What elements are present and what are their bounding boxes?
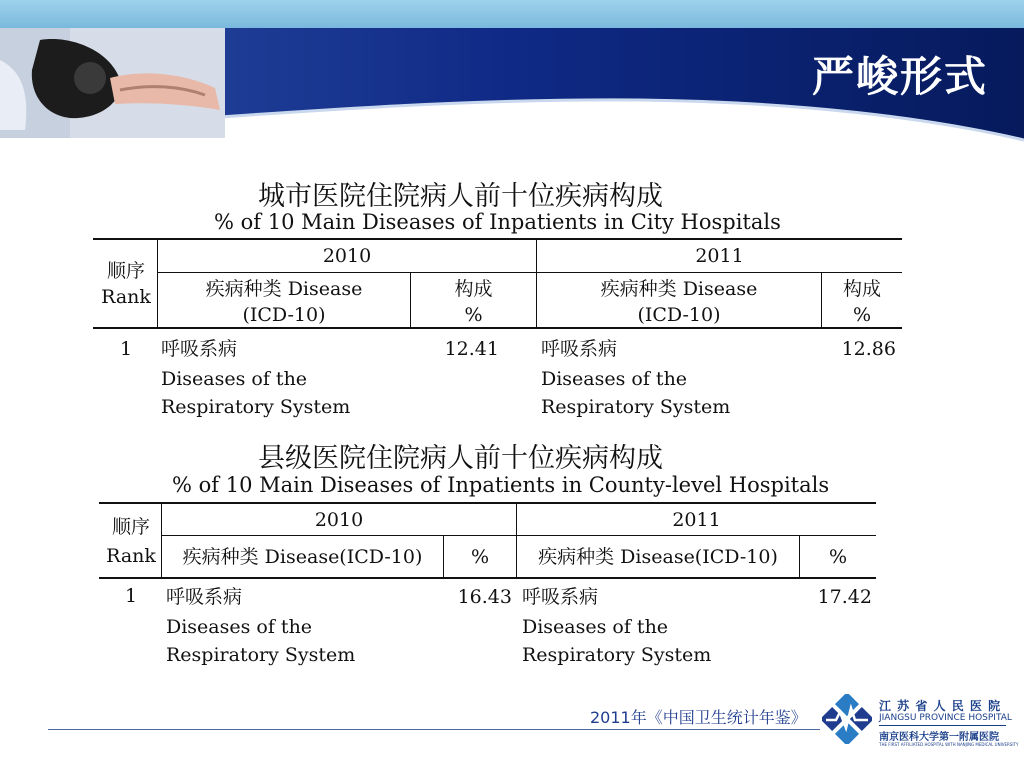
percent-column-header-unit: % bbox=[852, 304, 872, 326]
percent-column-header: % bbox=[828, 546, 848, 568]
rank-header-en: Rank bbox=[106, 545, 156, 567]
disease-name-en: Respiratory System bbox=[166, 644, 356, 666]
logo-divider bbox=[879, 725, 1006, 726]
university-name-en: THE FIRST AFFILIATED HOSPITAL WITH NANJING MEDICAL UNIVERSITY bbox=[879, 742, 1019, 747]
doctor-photo bbox=[0, 28, 225, 138]
table-rule bbox=[93, 327, 902, 329]
percent-column-header: 构成 bbox=[842, 278, 881, 300]
disease-name-en: Diseases of the bbox=[161, 368, 308, 390]
table-rule bbox=[93, 238, 902, 240]
city-table-subtitle: % of 10 Main Diseases of Inpatients in City Hospitals bbox=[214, 210, 781, 234]
disease-name-en: Respiratory System bbox=[161, 396, 351, 418]
university-name-zh: 南京医科大学第一附属医院 bbox=[879, 732, 999, 743]
rank-header-en: Rank bbox=[101, 286, 151, 308]
slide-header bbox=[0, 0, 1024, 145]
table-rule bbox=[99, 577, 876, 579]
disease-name-zh: 呼吸系病 bbox=[541, 338, 618, 360]
hospital-name-zh: 江 苏 省 人 民 医 院 bbox=[879, 699, 1002, 713]
table-rule bbox=[162, 535, 876, 536]
disease-column-header-icd: (ICD-10) bbox=[242, 304, 326, 326]
disease-column-header: 疾病种类 Disease(ICD-10) bbox=[182, 546, 423, 568]
percent-value: 17.42 bbox=[817, 586, 872, 608]
hospital-name-en: JIANGSU PROVINCE HOSPITAL bbox=[879, 713, 1012, 723]
year-2010-header: 2010 bbox=[322, 245, 372, 267]
county-table-title: 县级医院住院病人前十位疾病构成 bbox=[258, 443, 663, 474]
year-2011-header: 2011 bbox=[672, 509, 721, 531]
county-table-subtitle: % of 10 Main Diseases of Inpatients in County-level Hospitals bbox=[172, 473, 830, 497]
disease-column-header-icd: (ICD-10) bbox=[637, 304, 721, 326]
hospital-logo-icon bbox=[822, 694, 872, 744]
disease-name-zh: 呼吸系病 bbox=[161, 338, 238, 360]
year-2010-header: 2010 bbox=[314, 509, 364, 531]
footer-divider bbox=[48, 729, 820, 730]
percent-value: 12.41 bbox=[444, 338, 499, 360]
year-2011-header: 2011 bbox=[695, 245, 744, 267]
disease-name-en: Diseases of the bbox=[541, 368, 688, 390]
city-table-title: 城市医院住院病人前十位疾病构成 bbox=[258, 181, 663, 212]
slide-title: 严峻形式 bbox=[811, 52, 988, 101]
disease-name-zh: 呼吸系病 bbox=[166, 586, 243, 608]
percent-value: 12.86 bbox=[841, 338, 896, 360]
disease-name-en: Respiratory System bbox=[522, 644, 712, 666]
row-rank: 1 bbox=[124, 585, 138, 607]
disease-column-header: 疾病种类 Disease bbox=[600, 278, 758, 300]
disease-name-zh: 呼吸系病 bbox=[522, 586, 599, 608]
rank-header-zh: 顺序 bbox=[111, 516, 150, 538]
percent-column-header: % bbox=[470, 546, 490, 568]
data-source-citation: 2011年《中国卫生统计年鉴》 bbox=[590, 708, 807, 727]
percent-value: 16.43 bbox=[457, 586, 512, 608]
disease-column-header: 疾病种类 Disease(ICD-10) bbox=[538, 546, 778, 568]
table-rule bbox=[158, 272, 902, 273]
disease-name-en: Respiratory System bbox=[541, 396, 731, 418]
table-rule bbox=[99, 502, 876, 504]
disease-column-header: 疾病种类 Disease bbox=[205, 278, 363, 300]
percent-column-header-unit: % bbox=[464, 304, 483, 326]
row-rank: 1 bbox=[119, 338, 133, 360]
rank-header-zh: 顺序 bbox=[106, 260, 145, 282]
disease-name-en: Diseases of the bbox=[166, 616, 313, 638]
disease-name-en: Diseases of the bbox=[522, 616, 669, 638]
percent-column-header: 构成 bbox=[454, 278, 493, 300]
